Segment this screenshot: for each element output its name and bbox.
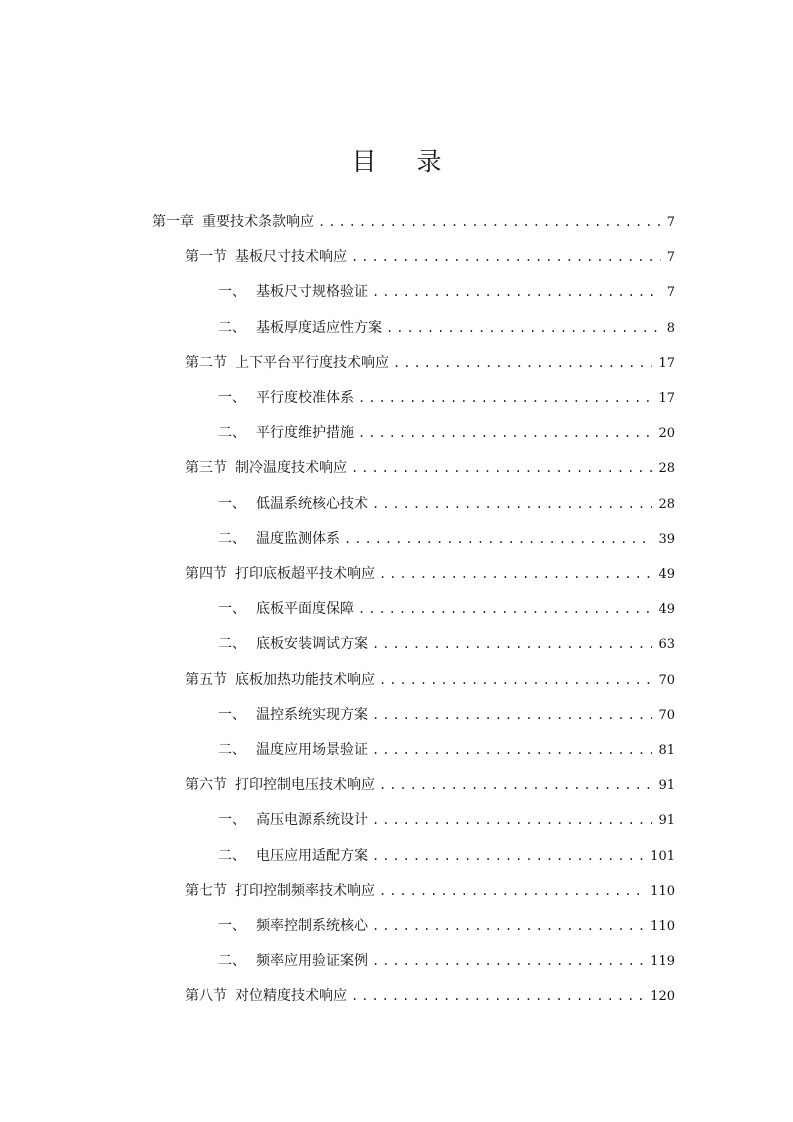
toc-entry-page-number: 7: [666, 215, 675, 230]
toc-entry-title: 平行度校准体系: [256, 390, 354, 406]
toc-entry-number: 一、: [218, 812, 246, 829]
toc-entry-number: 第一节: [185, 249, 227, 266]
toc-entry-title: 底板加热功能技术响应: [235, 671, 375, 688]
toc-entry-title: 基板尺寸规格验证: [256, 284, 368, 301]
toc-title: 目 录: [351, 147, 458, 176]
toc-entry-page-number: 81: [658, 743, 675, 758]
toc-dot-leader: [372, 733, 652, 768]
toc-entry-number: 二、: [218, 636, 246, 653]
toc-entry-page-number: 39: [658, 531, 675, 547]
toc-entry-title: 底板平面度保障: [256, 601, 354, 618]
toc-entry-page-number: 28: [658, 496, 675, 512]
toc-entry[interactable]: [218, 839, 675, 874]
toc-entry-title: 基板尺寸技术响应: [235, 249, 347, 266]
toc-dot-leader: [372, 909, 644, 944]
toc-entry-page-number: 17: [658, 391, 675, 406]
toc-entry[interactable]: [218, 311, 675, 346]
toc-dot-leader: [351, 979, 644, 1014]
toc-entry-title: 打印控制电压技术响应: [235, 777, 375, 794]
toc-entry-number: 第一章: [152, 214, 194, 230]
toc-entry-page-number: 119: [650, 954, 675, 970]
toc-entry-number: 一、: [218, 706, 246, 723]
toc-dot-leader: [393, 346, 652, 381]
toc-dot-leader: [351, 240, 661, 275]
toc-entry-page-number: 101: [650, 848, 675, 864]
toc-entry-page-number: 49: [658, 567, 675, 582]
toc-entry-title: 打印底板超平技术响应: [235, 566, 375, 582]
toc-entry-title: 频率应用验证案例: [256, 953, 368, 970]
toc-entry-page-number: 7: [666, 250, 675, 266]
toc-entry[interactable]: [152, 205, 675, 240]
toc-dot-leader: [379, 557, 652, 592]
toc-entry-number: 第七节: [185, 882, 227, 899]
toc-entry-number: 一、: [218, 601, 246, 618]
toc-entry-page-number: 70: [658, 707, 675, 723]
toc-dot-leader: [344, 522, 652, 557]
toc-entry-title: 底板安装调试方案: [256, 636, 368, 653]
toc-entry[interactable]: [218, 627, 675, 662]
toc-entry-number: 二、: [218, 847, 246, 864]
toc-dot-leader: [372, 275, 661, 310]
toc-entry-page-number: 8: [666, 320, 675, 336]
toc-entry-number: 一、: [218, 390, 246, 406]
toc-entry-page-number: 7: [666, 285, 675, 301]
toc-dot-leader: [386, 311, 661, 346]
toc-entry-number: 第六节: [185, 777, 227, 794]
toc-entry-page-number: 17: [658, 355, 675, 371]
toc-entry-page-number: 28: [658, 461, 675, 477]
toc-entry[interactable]: [185, 663, 675, 698]
toc-dot-leader: [379, 663, 652, 698]
toc-entry[interactable]: [218, 416, 675, 451]
toc-entry-number: 二、: [218, 530, 246, 547]
toc-entry-page-number: 110: [650, 883, 675, 899]
toc-entry-title: 温度应用场景验证: [256, 742, 368, 758]
toc-entry[interactable]: [185, 874, 675, 909]
toc-entry-number: 第三节: [185, 460, 227, 477]
toc-dot-leader: [379, 768, 652, 803]
toc-dot-leader: [372, 944, 644, 979]
toc-entry[interactable]: [218, 381, 675, 416]
toc-dot-leader: [351, 451, 652, 486]
toc-entry-number: 第二节: [185, 354, 227, 371]
toc-entry[interactable]: [218, 909, 675, 944]
toc-entry-number: 第四节: [185, 566, 227, 582]
toc-entry-title: 高压电源系统设计: [256, 812, 368, 829]
toc-entry[interactable]: [218, 698, 675, 733]
toc-entry[interactable]: [218, 803, 675, 838]
toc-entry[interactable]: [218, 522, 675, 557]
toc-entry-title: 电压应用适配方案: [256, 847, 368, 864]
toc-dot-leader: [372, 839, 644, 874]
toc-entry-title: 温控系统实现方案: [256, 706, 368, 723]
toc-entry-page-number: 91: [658, 778, 675, 794]
toc-dot-leader: [358, 592, 652, 627]
toc-entry-title: 制冷温度技术响应: [235, 460, 347, 477]
toc-entry-page-number: 63: [658, 637, 675, 653]
toc-dot-leader: [372, 698, 652, 733]
toc-entry[interactable]: [218, 733, 675, 768]
toc-entry-title: 对位精度技术响应: [235, 988, 347, 1005]
toc-dot-leader: [358, 416, 652, 451]
toc-entry[interactable]: [218, 592, 675, 627]
toc-entry-title: 基板厚度适应性方案: [256, 319, 382, 336]
toc-entry-title: 频率控制系统核心: [256, 918, 368, 934]
toc-entry-number: 二、: [218, 319, 246, 336]
toc-entry[interactable]: [185, 451, 675, 486]
toc-entry-title: 低温系统核心技术: [256, 495, 368, 512]
toc-entry-number: 第八节: [185, 988, 227, 1005]
toc-dot-leader: [372, 487, 652, 522]
toc-entry-title: 温度监测体系: [256, 530, 340, 547]
toc-entry-title: 平行度维护措施: [256, 425, 354, 442]
toc-entry-title: 上下平台平行度技术响应: [235, 354, 389, 371]
toc-entry[interactable]: [218, 487, 675, 522]
toc-entry[interactable]: [185, 979, 675, 1014]
toc-dot-leader: [379, 874, 644, 909]
toc-entry-page-number: 49: [658, 602, 675, 618]
toc-entry[interactable]: [218, 944, 675, 979]
toc-entry[interactable]: [185, 768, 675, 803]
toc-dot-leader: [372, 803, 652, 838]
toc-entry-number: 二、: [218, 742, 246, 758]
toc-entry-number: 二、: [218, 953, 246, 970]
toc-entry-page-number: 120: [650, 989, 675, 1005]
toc-entry[interactable]: [185, 557, 675, 592]
toc-entry[interactable]: [185, 346, 675, 381]
toc-entry-number: 一、: [218, 918, 246, 934]
toc-dot-leader: [318, 205, 661, 240]
toc-entry-number: 一、: [218, 495, 246, 512]
toc-entry-page-number: 110: [650, 919, 675, 934]
toc-entry-number: 二、: [218, 425, 246, 442]
toc-entry[interactable]: [185, 240, 675, 275]
toc-entry-page-number: 70: [658, 672, 675, 688]
toc-dot-leader: [358, 381, 652, 416]
toc-entry-title: 重要技术条款响应: [202, 214, 314, 230]
toc-entry[interactable]: [218, 275, 675, 310]
toc-entry-number: 第五节: [185, 671, 227, 688]
toc-entry-number: 一、: [218, 284, 246, 301]
toc-entry-page-number: 91: [658, 813, 675, 829]
toc-entry-page-number: 20: [658, 426, 675, 442]
toc-entry-title: 打印控制频率技术响应: [235, 882, 375, 899]
toc-dot-leader: [372, 627, 652, 662]
